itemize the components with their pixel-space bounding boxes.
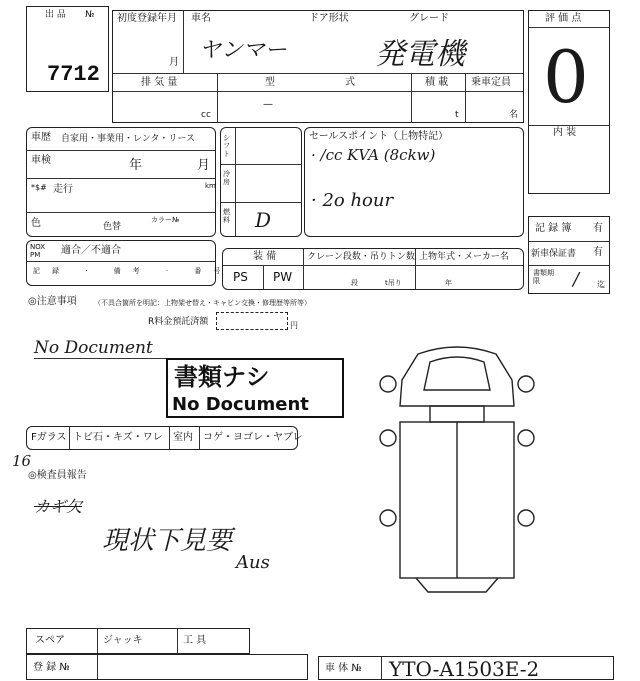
divider bbox=[263, 265, 264, 289]
warranty-label: 新車保証書 bbox=[531, 249, 577, 259]
docs-label: 書類期限 bbox=[533, 269, 554, 285]
nox-box bbox=[26, 240, 233, 286]
divider bbox=[529, 265, 609, 266]
year-label: 年 bbox=[129, 158, 143, 173]
door-shape-label: ドア形状 bbox=[309, 13, 349, 24]
cc-unit: cc bbox=[201, 110, 211, 120]
recycle-label: R料金預託済額 bbox=[148, 317, 209, 327]
car-info-box bbox=[112, 10, 524, 123]
rating-box bbox=[528, 10, 610, 194]
damage-label: トビ石・キズ・ワレ bbox=[73, 432, 163, 443]
color-label: 色 bbox=[31, 218, 41, 229]
spare-label: スペア bbox=[35, 635, 65, 646]
warranty-value: 有 bbox=[593, 247, 603, 258]
recycle-amount-field[interactable] bbox=[216, 312, 288, 330]
equipment-label: 装 備 bbox=[253, 251, 277, 262]
notes-sublabel: （不具合箇所を明記：上物架せ替え・キャビン交換・修理歴等所等） bbox=[94, 299, 311, 307]
divider bbox=[529, 27, 609, 28]
chassis-label: 車 体 № bbox=[325, 663, 362, 674]
crane-label: クレーン段数・吊りトン数 bbox=[307, 252, 415, 262]
nox-value: 適合／不適合 bbox=[61, 245, 121, 256]
divider bbox=[199, 427, 200, 449]
inspector-label: ◎検査員報告 bbox=[28, 470, 87, 481]
divider bbox=[113, 91, 523, 92]
usage-label: 車歴 bbox=[31, 132, 51, 143]
color-no-label: カラー№ bbox=[151, 216, 180, 224]
no-document-stamp bbox=[166, 358, 344, 418]
capacity-label: 乗車定員 bbox=[471, 77, 511, 88]
tools-label: 工 具 bbox=[183, 635, 207, 646]
registration-box bbox=[26, 127, 216, 237]
ps-label: PS bbox=[233, 270, 248, 284]
divider bbox=[183, 11, 184, 73]
t-unit: t bbox=[455, 110, 459, 120]
shape-value: 発電機 bbox=[375, 37, 465, 72]
divider bbox=[415, 249, 416, 289]
divider bbox=[97, 655, 98, 679]
divider bbox=[97, 629, 98, 653]
divider bbox=[465, 73, 466, 123]
lot-number-box bbox=[26, 6, 109, 92]
crane-ton: t吊り bbox=[385, 279, 402, 287]
style-label: 式 bbox=[345, 77, 355, 88]
sales-points-label: セールスポイント（上物特記） bbox=[309, 131, 449, 142]
interior-label: 室内 bbox=[173, 432, 193, 443]
divider bbox=[177, 629, 178, 653]
divider bbox=[221, 202, 301, 203]
lot-no-label: № bbox=[85, 10, 95, 20]
divider bbox=[27, 212, 215, 213]
month-label: 月 bbox=[169, 57, 179, 68]
cab-bed-link bbox=[430, 406, 484, 422]
sales-point-1: · /cc KVA (8ckw) bbox=[311, 146, 436, 164]
accessories-box bbox=[26, 628, 250, 654]
fuel-label: 燃料 bbox=[223, 208, 230, 224]
tail-outline bbox=[416, 578, 498, 592]
wheel-rear-left bbox=[380, 510, 396, 526]
sales-points-box bbox=[304, 127, 524, 237]
model-name-value: ヤンマー bbox=[199, 38, 287, 63]
inspector-signature: Aus bbox=[236, 552, 270, 573]
reg-no-label: 登 録 № bbox=[33, 662, 70, 673]
pw-label: PW bbox=[273, 270, 293, 284]
glass-row-box bbox=[26, 426, 303, 450]
record-label: 記 録 簿 bbox=[535, 223, 572, 234]
record-value: 有 bbox=[593, 223, 603, 234]
cab-outline bbox=[400, 347, 514, 406]
rating-label: 評 価 点 bbox=[545, 13, 582, 24]
divider bbox=[169, 427, 170, 449]
persons-unit: 名 bbox=[509, 110, 519, 120]
first-reg-label: 初度登録年月 bbox=[117, 13, 177, 24]
divider bbox=[217, 73, 218, 123]
divider bbox=[411, 73, 412, 123]
lot-circle-label: 出 品 bbox=[45, 10, 66, 20]
truck-diagram bbox=[372, 340, 542, 602]
rating-value: 0 bbox=[543, 35, 589, 119]
f-glass-label: Fガラス bbox=[31, 432, 67, 443]
divider bbox=[529, 125, 609, 126]
inspection-label: 車検 bbox=[31, 155, 51, 166]
docs-value: / bbox=[573, 269, 580, 290]
stamp-jp: 書類ナシ bbox=[174, 363, 270, 391]
month-label: 月 bbox=[197, 158, 211, 173]
yen-label: 円 bbox=[290, 321, 298, 330]
displacement-label: 排 気 量 bbox=[141, 77, 178, 88]
km-unit: km bbox=[205, 182, 216, 190]
wheel-front-right bbox=[518, 430, 534, 446]
notes-label: ◎注意事項 bbox=[28, 296, 77, 307]
grade-label: グレード bbox=[409, 13, 449, 24]
sales-point-2: · 2o hour bbox=[311, 190, 394, 211]
fuel-value: D bbox=[255, 208, 272, 232]
chassis-value: YTO-A1503E-2 bbox=[389, 657, 540, 681]
inspector-mark: 16 bbox=[12, 452, 32, 470]
docs-until: 迄 bbox=[597, 280, 605, 289]
mirror-right bbox=[518, 376, 534, 392]
divider bbox=[27, 178, 215, 179]
nox-row2: 記録 · 備考 · 番号 bbox=[33, 267, 233, 275]
reg-no-box bbox=[26, 654, 308, 680]
usage-options: 自家用・事業用・レンタ・リース bbox=[61, 134, 195, 144]
mileage-prefix: *$# bbox=[31, 183, 47, 192]
jack-label: ジャッキ bbox=[103, 635, 143, 646]
divider bbox=[113, 73, 523, 74]
divider bbox=[27, 261, 215, 262]
inspector-remark: 現状下見要 bbox=[102, 526, 233, 556]
divider bbox=[69, 427, 70, 449]
ac-label: 冷房 bbox=[223, 170, 230, 186]
crossed-remark: カギ欠 bbox=[34, 497, 83, 516]
stains-label: コゲ・ヨゴレ・ヤブレ bbox=[203, 432, 303, 443]
divider bbox=[381, 657, 382, 679]
divider bbox=[303, 249, 304, 289]
chassis-box bbox=[318, 656, 614, 680]
type-label: 型 bbox=[265, 77, 275, 88]
load-label: 積 載 bbox=[425, 77, 449, 88]
wheel-rear-right bbox=[518, 510, 534, 526]
upper-label: 上物年式・メーカー名 bbox=[419, 252, 509, 262]
crane-stage: 段 bbox=[351, 279, 358, 287]
handwritten-no-document: No Document bbox=[34, 338, 153, 358]
nox-label: NOX PM bbox=[30, 243, 46, 259]
divider bbox=[221, 164, 301, 165]
mileage-label: 走行 bbox=[53, 184, 73, 195]
wheel-front-left bbox=[380, 430, 396, 446]
underline bbox=[34, 358, 174, 359]
mirror-left bbox=[380, 376, 396, 392]
divider bbox=[235, 128, 236, 236]
lot-number: 7712 bbox=[47, 62, 100, 87]
cab-roof bbox=[424, 357, 490, 390]
type-value: — bbox=[263, 99, 273, 110]
stamp-en: No Document bbox=[172, 394, 309, 415]
upper-year: 年 bbox=[445, 279, 452, 287]
shift-label: シフト bbox=[223, 134, 230, 158]
interior-label: 内 装 bbox=[553, 127, 577, 138]
divider bbox=[529, 241, 609, 242]
records-box bbox=[528, 216, 610, 294]
equipment-box bbox=[222, 248, 524, 290]
color-change-label: 色替 bbox=[103, 222, 122, 232]
divider bbox=[223, 265, 523, 266]
model-name-label: 車名 bbox=[191, 13, 211, 24]
shift-fuel-box bbox=[220, 127, 302, 237]
divider bbox=[27, 150, 215, 151]
